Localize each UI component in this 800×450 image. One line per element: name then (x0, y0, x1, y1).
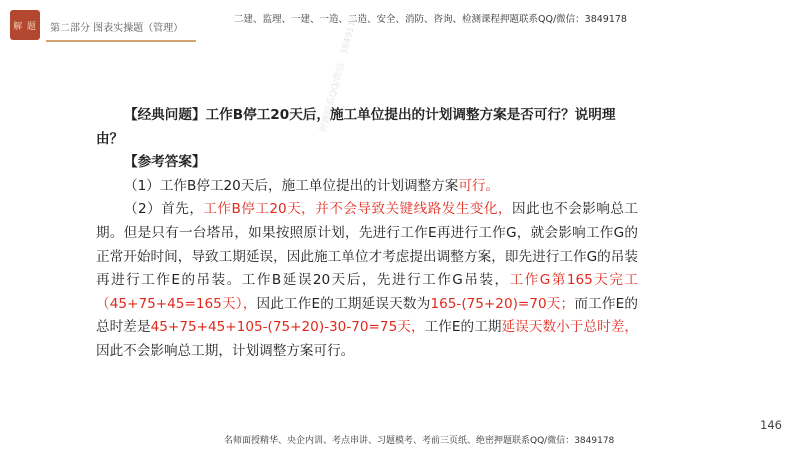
answer-item-1-highlight: 可行。 (458, 177, 500, 194)
item-2-seg-2: 因此也不会影响总工期。但是只有一台塔吊，如果按照原计划，先进行工作E再进行工作G，就会影响工作G的正常开始时间，导致工期延误，因此施工单位才考虑提出调整方案，即先进行工作G的吊装再进行工作E的吊装。工作B延误20天后，先进行工作G吊装， (96, 201, 639, 289)
item-2-seg-6: 因此不会影响总工期，计划调整方案可行。 (96, 342, 355, 359)
item-2-seg-5: 工作E的工期 (424, 319, 502, 336)
header-rule (46, 40, 196, 42)
section-title: 第二部分 图表实操题（管理） (50, 23, 184, 34)
item-2-highlight-5: 延误天数小于总时差， (501, 319, 638, 336)
item-2-highlight-3: 165-(75+20)=70天； (430, 295, 575, 312)
item-2-highlight-2: 工作G第165天完工（45+75+45=165天）， (96, 272, 638, 312)
footer-banner: 名师面授精华、央企内训、考点串讲、习题模考、考前三页纸、绝密押题联系QQ/微信：3849178 (224, 436, 615, 446)
answer-heading: 【参考答案】 (124, 154, 206, 171)
item-2-highlight-4: 45+75+45+105-(75+20)-30-70=75天， (150, 319, 425, 336)
item-2-highlight-1: 工作B停工20天，并不会导致关键线路发生变化， (203, 201, 512, 218)
item-2-seg-4: 而工作E的总时差是 (96, 295, 638, 336)
top-banner: 二建、监理、一建、一造、二造、安全、消防、咨询、检测课程押题联系QQ/微信：3849178 (234, 14, 627, 25)
brand-logo (10, 10, 40, 40)
answer-item-1-text: （1）工作B停工20天后，施工单位提出的计划调整方案 (124, 177, 459, 194)
answer-item-1 (96, 175, 638, 199)
question-text: 【经典问题】工作B停工20天后，施工单位提出的计划调整方案是否可行？说明理由？ (96, 107, 616, 147)
answer-item-2 (96, 198, 638, 363)
page-number: 146 (760, 418, 782, 432)
item-2-seg-3: 因此工作E的工期延误天数为 (256, 295, 431, 312)
watermark: 押题联系QQ/微信：3849178 (318, 14, 360, 134)
item-2-seg-1: （2）首先， (124, 201, 204, 218)
logo-text: 解 题 (13, 21, 37, 32)
slide-content (96, 104, 638, 364)
